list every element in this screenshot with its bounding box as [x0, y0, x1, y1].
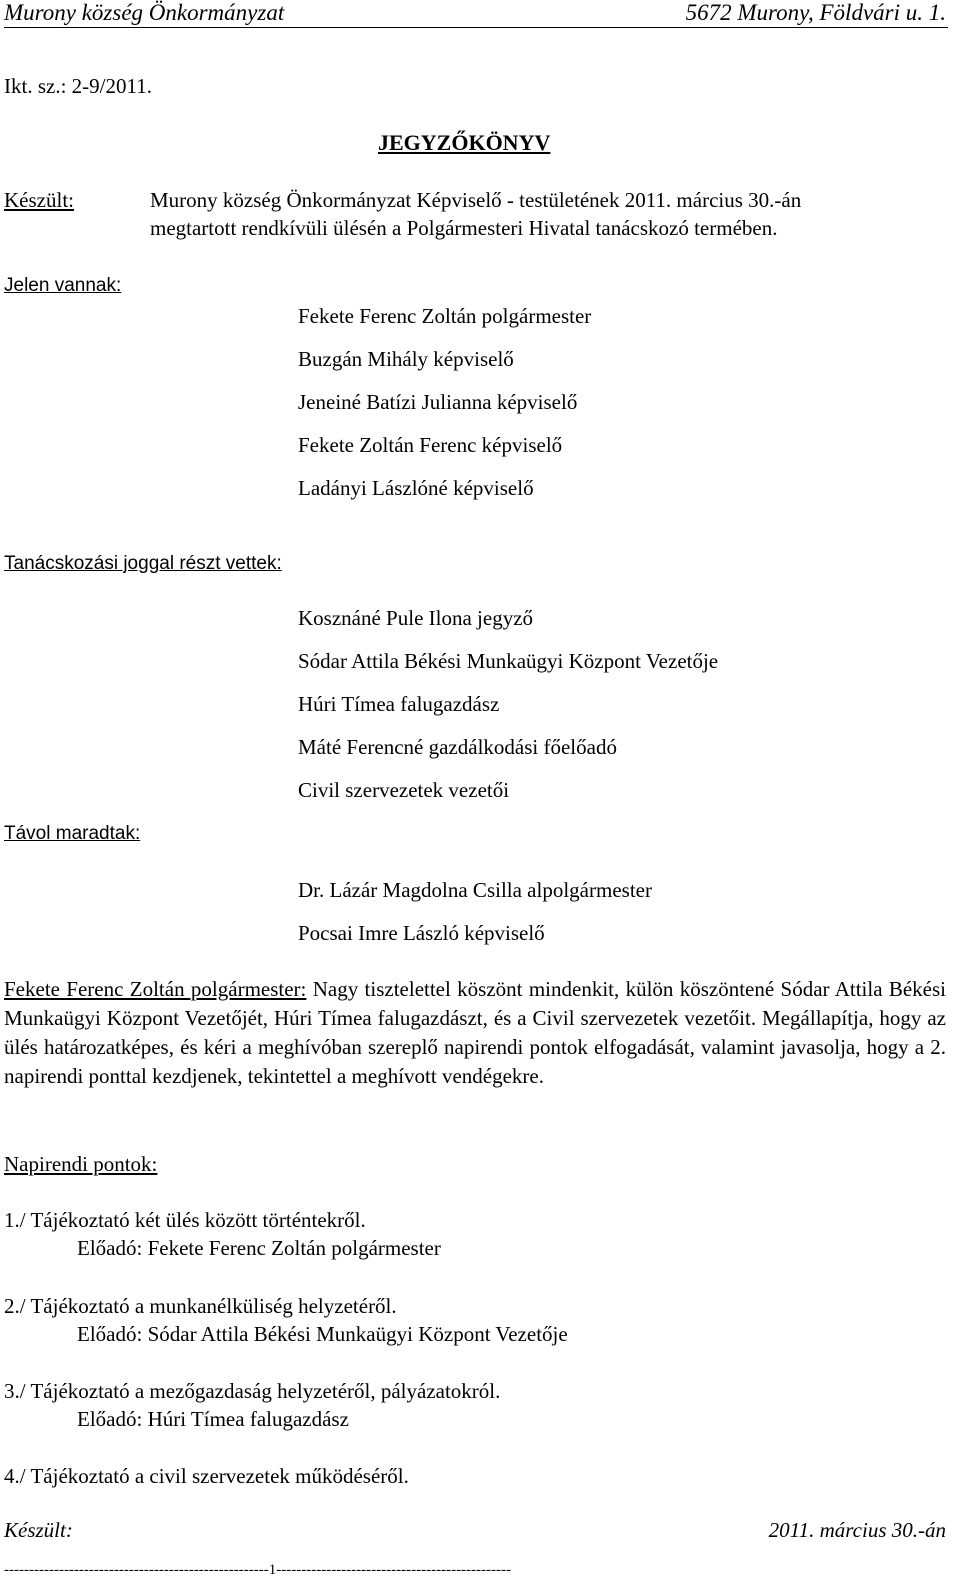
speech-text: Nagy tisztelettel köszönt mindenkit, külön köszöntené Sódar Attila Békési Munkaügyi Központ Vezetőjét, Húri Tímea falugazdászt, és a Civil szervezetek vezetőit. Megállapítja, hogy az ülés határozatképes, és kéri a meghívóban szereplő napirendi pontok elfogadását, valamint javasolja, hogy a 2. napirendi ponttal kezdjenek, tekintettel a meghívott vendégekre. [4, 977, 947, 1088]
header-left: Murony község Önkormányzat [4, 0, 285, 25]
keszult-label: Készült: [4, 188, 74, 212]
agenda-item-presenter: Előadó: Sódar Attila Békési Munkaügyi Központ Vezetője [77, 1322, 568, 1346]
reference-number: Ikt. sz.: 2-9/2011. [4, 74, 152, 98]
opening-paragraph [4, 975, 946, 1091]
agenda-item-presenter: Előadó: Húri Tímea falugazdász [77, 1407, 349, 1431]
keszult-line-2: megtartott rendkívüli ülésén a Polgármesteri Hivatal tanácskozó termében. [150, 216, 778, 240]
agenda-item-title: 4./ Tájékoztató a civil szervezetek működéséről. [4, 1464, 409, 1488]
jelen-member: Jeneiné Batízi Julianna képviselő [298, 390, 578, 414]
tanacskozasi-member: Kosznáné Pule Ilona jegyző [298, 606, 534, 630]
jelen-member: Fekete Zoltán Ferenc képviselő [298, 433, 563, 457]
tanacskozasi-member: Sódar Attila Békési Munkaügyi Központ Vezetője [298, 649, 719, 673]
header-divider [4, 27, 948, 28]
speaker-name: Fekete Ferenc Zoltán polgármester: [4, 977, 307, 1001]
agenda-item-title: 1./ Tájékoztató két ülés között történtekről. [4, 1208, 366, 1232]
tanacskozasi-member: Civil szervezetek vezetői [298, 778, 510, 802]
tanacskozasi-member: Húri Tímea falugazdász [298, 692, 500, 716]
footer-date: 2011. március 30.-án [768, 1518, 946, 1542]
jelen-label: Jelen vannak: [4, 275, 122, 296]
document-title: JEGYZŐKÖNYV [378, 130, 551, 155]
agenda-item-title: 2./ Tájékoztató a munkanélküliség helyzetéről. [4, 1294, 397, 1318]
jelen-member: Buzgán Mihály képviselő [298, 347, 514, 371]
tavol-member: Pocsai Imre László képviselő [298, 921, 545, 945]
page-number-line: -----------------------------------------------------1----------------------------------------------- [4, 1562, 512, 1578]
tanacskozasi-label: Tanácskozási joggal részt vettek: [4, 553, 282, 574]
tavol-member: Dr. Lázár Magdolna Csilla alpolgármester [298, 878, 652, 902]
jelen-member: Fekete Ferenc Zoltán polgármester [298, 304, 592, 328]
agenda-item-title: 3./ Tájékoztató a mezőgazdaság helyzetéről, pályázatokról. [4, 1379, 501, 1403]
tavol-label: Távol maradtak: [4, 823, 141, 844]
agenda-label: Napirendi pontok: [4, 1152, 158, 1176]
keszult-line-1: Murony község Önkormányzat Képviselő - testületének 2011. március 30.-án [150, 188, 802, 212]
footer-left: Készült: [4, 1518, 73, 1542]
tanacskozasi-member: Máté Ferencné gazdálkodási főelőadó [298, 735, 617, 759]
jelen-member: Ladányi Lászlóné képviselő [298, 476, 534, 500]
agenda-item-presenter: Előadó: Fekete Ferenc Zoltán polgármester [77, 1236, 441, 1260]
header-right: 5672 Murony, Földvári u. 1. [685, 0, 946, 25]
